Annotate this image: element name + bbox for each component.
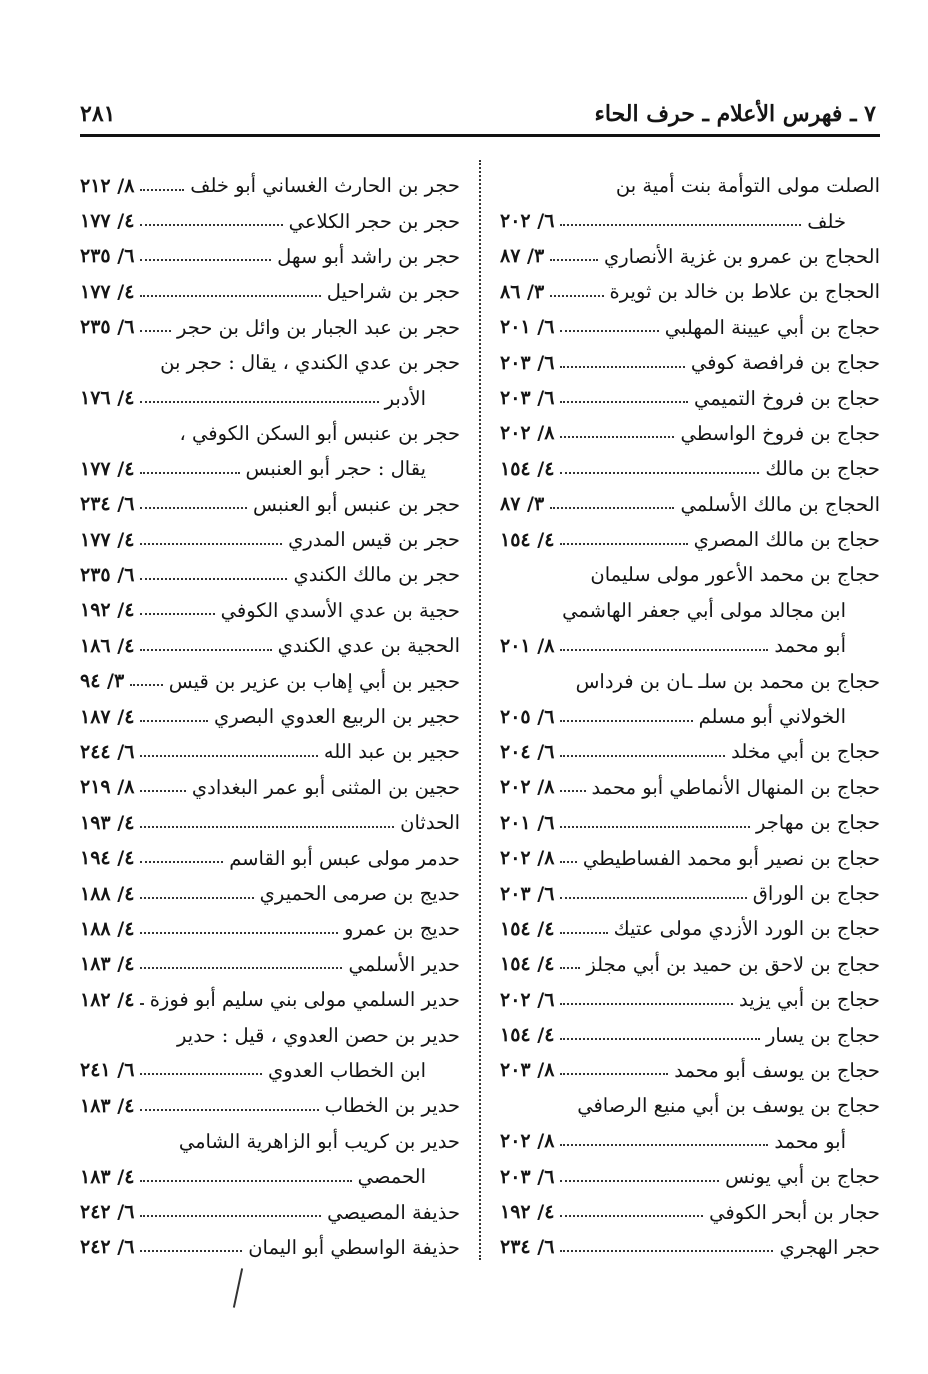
- entry-name: أبو محمد: [774, 634, 846, 658]
- leader-dots: [560, 897, 746, 899]
- entry-name: حجر بن قيس المدري: [288, 528, 460, 552]
- leader-dots: [140, 613, 214, 615]
- index-entry: [500, 522, 880, 557]
- entry-name: حجر بن عنبس أبو العنبس: [252, 492, 460, 516]
- entry-reference: ٤/ ١٧٧: [80, 457, 135, 480]
- leader-dots: [140, 720, 208, 722]
- entry-name: حجر بن شراحيل: [326, 280, 460, 304]
- index-entry: [80, 947, 460, 982]
- entry-reference: ٤/ ١٨٣: [80, 1094, 135, 1117]
- entry-reference: ٤/ ١٧٧: [80, 210, 135, 233]
- index-entry: [80, 1230, 460, 1265]
- index-entry: [500, 770, 880, 805]
- index-entry: [80, 451, 460, 486]
- entry-name: حجاج بن مهاجر: [755, 811, 880, 835]
- entry-reference: ٤/ ١٩٢: [80, 599, 135, 622]
- index-entry: [500, 663, 880, 698]
- index-column-left: [80, 168, 460, 1265]
- leader-dots: [140, 826, 394, 828]
- entry-name: حجير بن عبد الله: [323, 740, 460, 764]
- leader-dots: [140, 578, 287, 580]
- entry-name: حديج بن عمرو: [343, 917, 460, 941]
- index-entry: [80, 274, 460, 309]
- entry-reference: ٤/ ١٥٤: [500, 457, 555, 480]
- index-entry: [80, 1124, 460, 1159]
- page-title: ٧ ـ فهرس الأعلام ـ حرف الحاء: [594, 101, 876, 127]
- index-entry: [500, 805, 880, 840]
- entry-reference: ٦/ ٢٠٥: [500, 705, 555, 728]
- entry-reference: ٤/ ١٧٧: [80, 280, 135, 303]
- leader-dots: [140, 1003, 143, 1005]
- entry-reference: ٣/ ٩٤: [80, 670, 125, 693]
- leader-dots: [140, 295, 320, 297]
- entry-name: ابن مجالد مولى أبي جعفر الهاشمي: [562, 598, 846, 622]
- entry-name: حذيفة المصيصي: [327, 1200, 460, 1224]
- index-entry: [500, 345, 880, 380]
- entry-name: حجير بن الربيع العدوي البصري: [213, 705, 460, 729]
- leader-dots: [140, 401, 378, 403]
- entry-name: حجاج بن يسار: [765, 1023, 880, 1047]
- entry-reference: ٤/ ١٨٦: [80, 634, 135, 657]
- index-entry: [500, 168, 880, 203]
- leader-dots: [140, 189, 184, 191]
- entry-name: خلف: [807, 209, 846, 233]
- index-entry: [80, 593, 460, 628]
- entry-reference: ٨/ ٢٠١: [500, 634, 555, 657]
- index-column-right: [500, 168, 880, 1265]
- index-entry: [500, 982, 880, 1017]
- entry-name: الحجاج بن عمرو بن غزية الأنصاري: [603, 244, 880, 268]
- leader-dots: [560, 1215, 703, 1217]
- leader-dots: [140, 861, 223, 863]
- entry-reference: ٦/ ٢٣٥: [80, 316, 135, 339]
- entry-reference: ٤/ ١٨٣: [80, 953, 135, 976]
- entry-name: حجاج بن أبي يزيد: [739, 988, 880, 1012]
- entry-name: حجية بن عدي الأسدي الكوفي: [220, 598, 460, 622]
- entry-name: ابن الخطاب العدوي: [267, 1058, 426, 1082]
- leader-dots: [140, 967, 342, 969]
- pen-mark: [233, 1268, 243, 1308]
- index-entry: [80, 699, 460, 734]
- entry-reference: ٦/ ٢٠٤: [500, 740, 555, 763]
- entry-reference: ٦/ ٢٠٣: [500, 351, 555, 374]
- index-entry: [80, 805, 460, 840]
- entry-name: حجاج بن فروخ التميمي: [693, 386, 880, 410]
- leader-dots: [140, 897, 253, 899]
- entry-reference: ٦/ ٢٠٣: [500, 882, 555, 905]
- leader-dots: [560, 932, 607, 934]
- index-entry: [500, 1230, 880, 1265]
- leader-dots: [560, 401, 688, 403]
- leader-dots: [560, 755, 725, 757]
- entry-reference: ٤/ ١٩٣: [80, 811, 135, 834]
- leader-dots: [140, 330, 171, 332]
- index-entry: [500, 380, 880, 415]
- entry-name: حجاج بن فروخ الواسطي: [680, 421, 880, 445]
- entry-name: الخولاني أبو مسلم: [698, 705, 846, 729]
- index-entry: [500, 734, 880, 769]
- leader-dots: [560, 1144, 768, 1146]
- entry-reference: ٨/ ٢٠٢: [500, 422, 555, 445]
- entry-name: حدير بن حصن العدوي ، قيل : حدير: [177, 1023, 460, 1047]
- leader-dots: [140, 1073, 262, 1075]
- entry-name: أبو محمد: [774, 1129, 846, 1153]
- entry-name: حجاج بن لاحق بن حميد بن أبي مجلز: [586, 952, 880, 976]
- entry-reference: ٤/ ١٨٧: [80, 705, 135, 728]
- index-entry: [80, 628, 460, 663]
- entry-name: حدمر مولى عبس أبو القاسم: [229, 846, 460, 870]
- index-entry: [80, 168, 460, 203]
- entry-reference: ٤/ ١٧٧: [80, 528, 135, 551]
- entry-reference: ٦/ ٢٠١: [500, 316, 555, 339]
- index-entry: [80, 239, 460, 274]
- entry-name: حدير الأسلمي: [348, 952, 460, 976]
- entry-name: حجار بن أبحر الكوفي: [709, 1200, 880, 1224]
- index-entry: [80, 911, 460, 946]
- entry-name: حجاج بن مالك المصري: [693, 528, 880, 552]
- entry-reference: ٦/ ٢٣٥: [80, 245, 135, 268]
- leader-dots: [560, 1073, 668, 1075]
- index-entry: [80, 1017, 460, 1052]
- entry-name: الحدثان: [400, 811, 460, 835]
- entry-reference: ٦/ ٢٣٥: [80, 563, 135, 586]
- entry-name: حجاج بن الورد الأزدي مولى عتيك: [613, 917, 880, 941]
- entry-name: حجاج بن محمد بن سلـ ـان بن فرداس: [575, 669, 880, 693]
- index-entry: [500, 1124, 880, 1159]
- index-entry: [500, 947, 880, 982]
- leader-dots: [560, 472, 759, 474]
- leader-dots: [560, 1250, 773, 1252]
- leader-dots: [140, 755, 317, 757]
- entry-reference: ٦/ ٢٣٤: [80, 493, 135, 516]
- index-entry: [80, 487, 460, 522]
- index-entry: [80, 876, 460, 911]
- index-entry: [500, 203, 880, 238]
- index-entry: [500, 628, 880, 663]
- index-entry: [500, 451, 880, 486]
- index-entry: [500, 416, 880, 451]
- entry-name: الصلت مولى التوأمة بنت أمية بن: [615, 174, 880, 198]
- index-entry: [80, 1053, 460, 1088]
- entry-name: يقال : حجر أبو العنبس: [245, 457, 426, 481]
- leader-dots: [560, 330, 658, 332]
- entry-name: الحجية بن عدي الكندي: [277, 634, 460, 658]
- index-entry: [80, 310, 460, 345]
- header-rule: [80, 134, 880, 137]
- leader-dots: [560, 436, 674, 438]
- entry-reference: ٦/ ٢٤٢: [80, 1236, 135, 1259]
- leader-dots: [140, 649, 271, 651]
- index-entry: [500, 699, 880, 734]
- leader-dots: [560, 224, 801, 226]
- entry-reference: ٣/ ٨٧: [500, 493, 545, 516]
- entry-reference: ٤/ ١٩٢: [500, 1201, 555, 1224]
- index-entry: [500, 1053, 880, 1088]
- index-entry: [80, 770, 460, 805]
- index-entry: [80, 1194, 460, 1229]
- entry-name: حجاج بن فرافصة كوفي: [690, 351, 880, 375]
- index-entry: [500, 239, 880, 274]
- index-entry: [80, 380, 460, 415]
- leader-dots: [130, 684, 163, 686]
- index-entry: [80, 416, 460, 451]
- index-entry: [500, 1017, 880, 1052]
- leader-dots: [560, 967, 580, 969]
- entry-name: حجاج بن يوسف بن أبي منيع الرصافي: [577, 1094, 880, 1118]
- index-entry: [80, 734, 460, 769]
- leader-dots: [140, 790, 185, 792]
- entry-reference: ٦/ ٢٠٣: [500, 1165, 555, 1188]
- index-entry: [500, 593, 880, 628]
- index-entry: [80, 557, 460, 592]
- leader-dots: [140, 1215, 321, 1217]
- leader-dots: [140, 543, 282, 545]
- page-number: ٢٨١: [80, 101, 116, 127]
- index-entry: [500, 274, 880, 309]
- index-entry: [500, 1194, 880, 1229]
- entry-reference: ٦/ ٢٠٣: [500, 387, 555, 410]
- entry-name: حجر بن راشد أبو سهل: [277, 244, 460, 268]
- entry-reference: ٨/ ٢٠٣: [500, 1059, 555, 1082]
- index-entry: [500, 557, 880, 592]
- index-entry: [80, 840, 460, 875]
- entry-reference: ٨/ ٢٠٢: [500, 847, 555, 870]
- entry-name: حجاج بن المنهال الأنماطي أبو محمد: [591, 775, 880, 799]
- entry-name: الحمصي: [357, 1165, 426, 1189]
- leader-dots: [560, 1003, 733, 1005]
- entry-reference: ٤/ ١٥٤: [500, 1024, 555, 1047]
- index-entry: [80, 522, 460, 557]
- leader-dots: [140, 472, 239, 474]
- entry-reference: ٤/ ١٥٤: [500, 528, 555, 551]
- entry-reference: ٦/ ٢٤١: [80, 1059, 135, 1082]
- entry-name: حجر بن عنبس أبو السكن الكوفي ،: [179, 421, 460, 445]
- entry-reference: ٣/ ٨٦: [500, 280, 545, 303]
- entry-reference: ٤/ ١٨٨: [80, 882, 135, 905]
- entry-reference: ٤/ ١٥٤: [500, 953, 555, 976]
- leader-dots: [560, 543, 687, 545]
- leader-dots: [140, 507, 247, 509]
- index-entry: [500, 911, 880, 946]
- leader-dots: [550, 295, 603, 297]
- entry-reference: ٨/ ٢٠٢: [500, 776, 555, 799]
- entry-name: حجاج بن يوسف أبو محمد: [674, 1058, 880, 1082]
- index-entry: [80, 663, 460, 698]
- entry-name: حجاج بن محمد الأعور مولى سليمان: [590, 563, 880, 587]
- leader-dots: [550, 259, 598, 261]
- index-entry: [500, 487, 880, 522]
- entry-name: حجاج بن الوراق: [752, 882, 880, 905]
- entry-name: حدير بن كريب أبو الزاهرية الشامي: [178, 1129, 460, 1153]
- entry-reference: ٤/ ١٨٣: [80, 1165, 135, 1188]
- index-entry: [500, 876, 880, 911]
- entry-reference: ٤/ ١٥٤: [500, 917, 555, 940]
- entry-reference: ٦/ ٢٣٤: [500, 1236, 555, 1259]
- entry-name: الحجاج بن مالك الأسلمي: [680, 492, 880, 516]
- leader-dots: [560, 649, 768, 651]
- leader-dots: [560, 790, 585, 792]
- entry-reference: ٦/ ٢٠٢: [500, 988, 555, 1011]
- index-entry: [80, 203, 460, 238]
- leader-dots: [550, 507, 674, 509]
- entry-reference: ٦/ ٢٠٢: [500, 210, 555, 233]
- entry-name: حجاج بن أبي يونس: [725, 1165, 880, 1189]
- entry-name: حجر الهجري: [779, 1235, 880, 1259]
- entry-reference: ٦/ ٢٠١: [500, 811, 555, 834]
- leader-dots: [560, 826, 750, 828]
- entry-reference: ٤/ ١٨٨: [80, 917, 135, 940]
- entry-name: حجر بن عبد الجبار بن وائل بن حجر: [177, 315, 460, 339]
- entry-name: الأدبر: [384, 386, 426, 410]
- entry-name: حجاج بن أبي عيينة المهلبي: [664, 315, 880, 339]
- leader-dots: [140, 224, 282, 226]
- index-entry: [80, 1159, 460, 1194]
- entry-reference: ٦/ ٢٤٢: [80, 1201, 135, 1224]
- leader-dots: [560, 1038, 760, 1040]
- leader-dots: [560, 366, 684, 368]
- index-entry: [500, 1159, 880, 1194]
- column-separator: [479, 160, 481, 1260]
- entry-reference: ٤/ ١٧٦: [80, 387, 135, 410]
- index-entry: [80, 345, 460, 380]
- entry-reference: ٣/ ٨٧: [500, 245, 545, 268]
- entry-reference: ٨/ ٢١٢: [80, 174, 135, 197]
- entry-name: حجر بن مالك الكندي: [293, 563, 460, 587]
- entry-name: حديج بن صرمى الحميري: [259, 882, 460, 905]
- entry-name: حذيفة الواسطي أبو اليمان: [248, 1235, 460, 1259]
- leader-dots: [560, 720, 692, 722]
- entry-reference: ٤/ ١٩٤: [80, 847, 135, 870]
- entry-name: حجر بن الحارث الغساني أبو خلف: [190, 174, 460, 198]
- entry-reference: ٤/ ١٨٢: [80, 988, 135, 1011]
- entry-name: حجاج بن أبي مخلد: [731, 740, 880, 764]
- entry-name: حدير بن الخطاب: [324, 1094, 460, 1118]
- entry-name: حجاج بن نصير أبو محمد الفساطيطي: [582, 846, 880, 870]
- index-entry: [500, 1088, 880, 1123]
- page-header: [80, 96, 876, 132]
- entry-reference: ٨/ ٢١٩: [80, 776, 135, 799]
- entry-name: حجين بن المثنى أبو عمر البغدادي: [191, 775, 460, 799]
- entry-name: حدير السلمي مولى بني سليم أبو فوزة: [149, 988, 460, 1012]
- leader-dots: [140, 1250, 242, 1252]
- entry-name: حجر بن عدي الكندي ، يقال : حجر بن: [160, 351, 460, 375]
- entry-name: حجر بن حجر الكلاعي: [288, 209, 460, 233]
- entry-name: الحجاج بن علاط بن خالد بن ثويرة: [609, 280, 880, 304]
- leader-dots: [140, 932, 338, 934]
- leader-dots: [140, 1109, 318, 1111]
- entry-name: حجير بن أبي إهاب بن عزير بن قيس: [168, 669, 460, 693]
- leader-dots: [560, 861, 577, 863]
- entry-reference: ٦/ ٢٤٤: [80, 740, 135, 763]
- leader-dots: [140, 259, 271, 261]
- entry-name: حجاج بن مالك: [765, 457, 880, 481]
- index-entry: [80, 982, 460, 1017]
- leader-dots: [140, 1180, 351, 1182]
- leader-dots: [560, 1180, 719, 1182]
- index-entry: [500, 310, 880, 345]
- index-entry: [500, 840, 880, 875]
- entry-reference: ٨/ ٢٠٢: [500, 1130, 555, 1153]
- index-entry: [80, 1088, 460, 1123]
